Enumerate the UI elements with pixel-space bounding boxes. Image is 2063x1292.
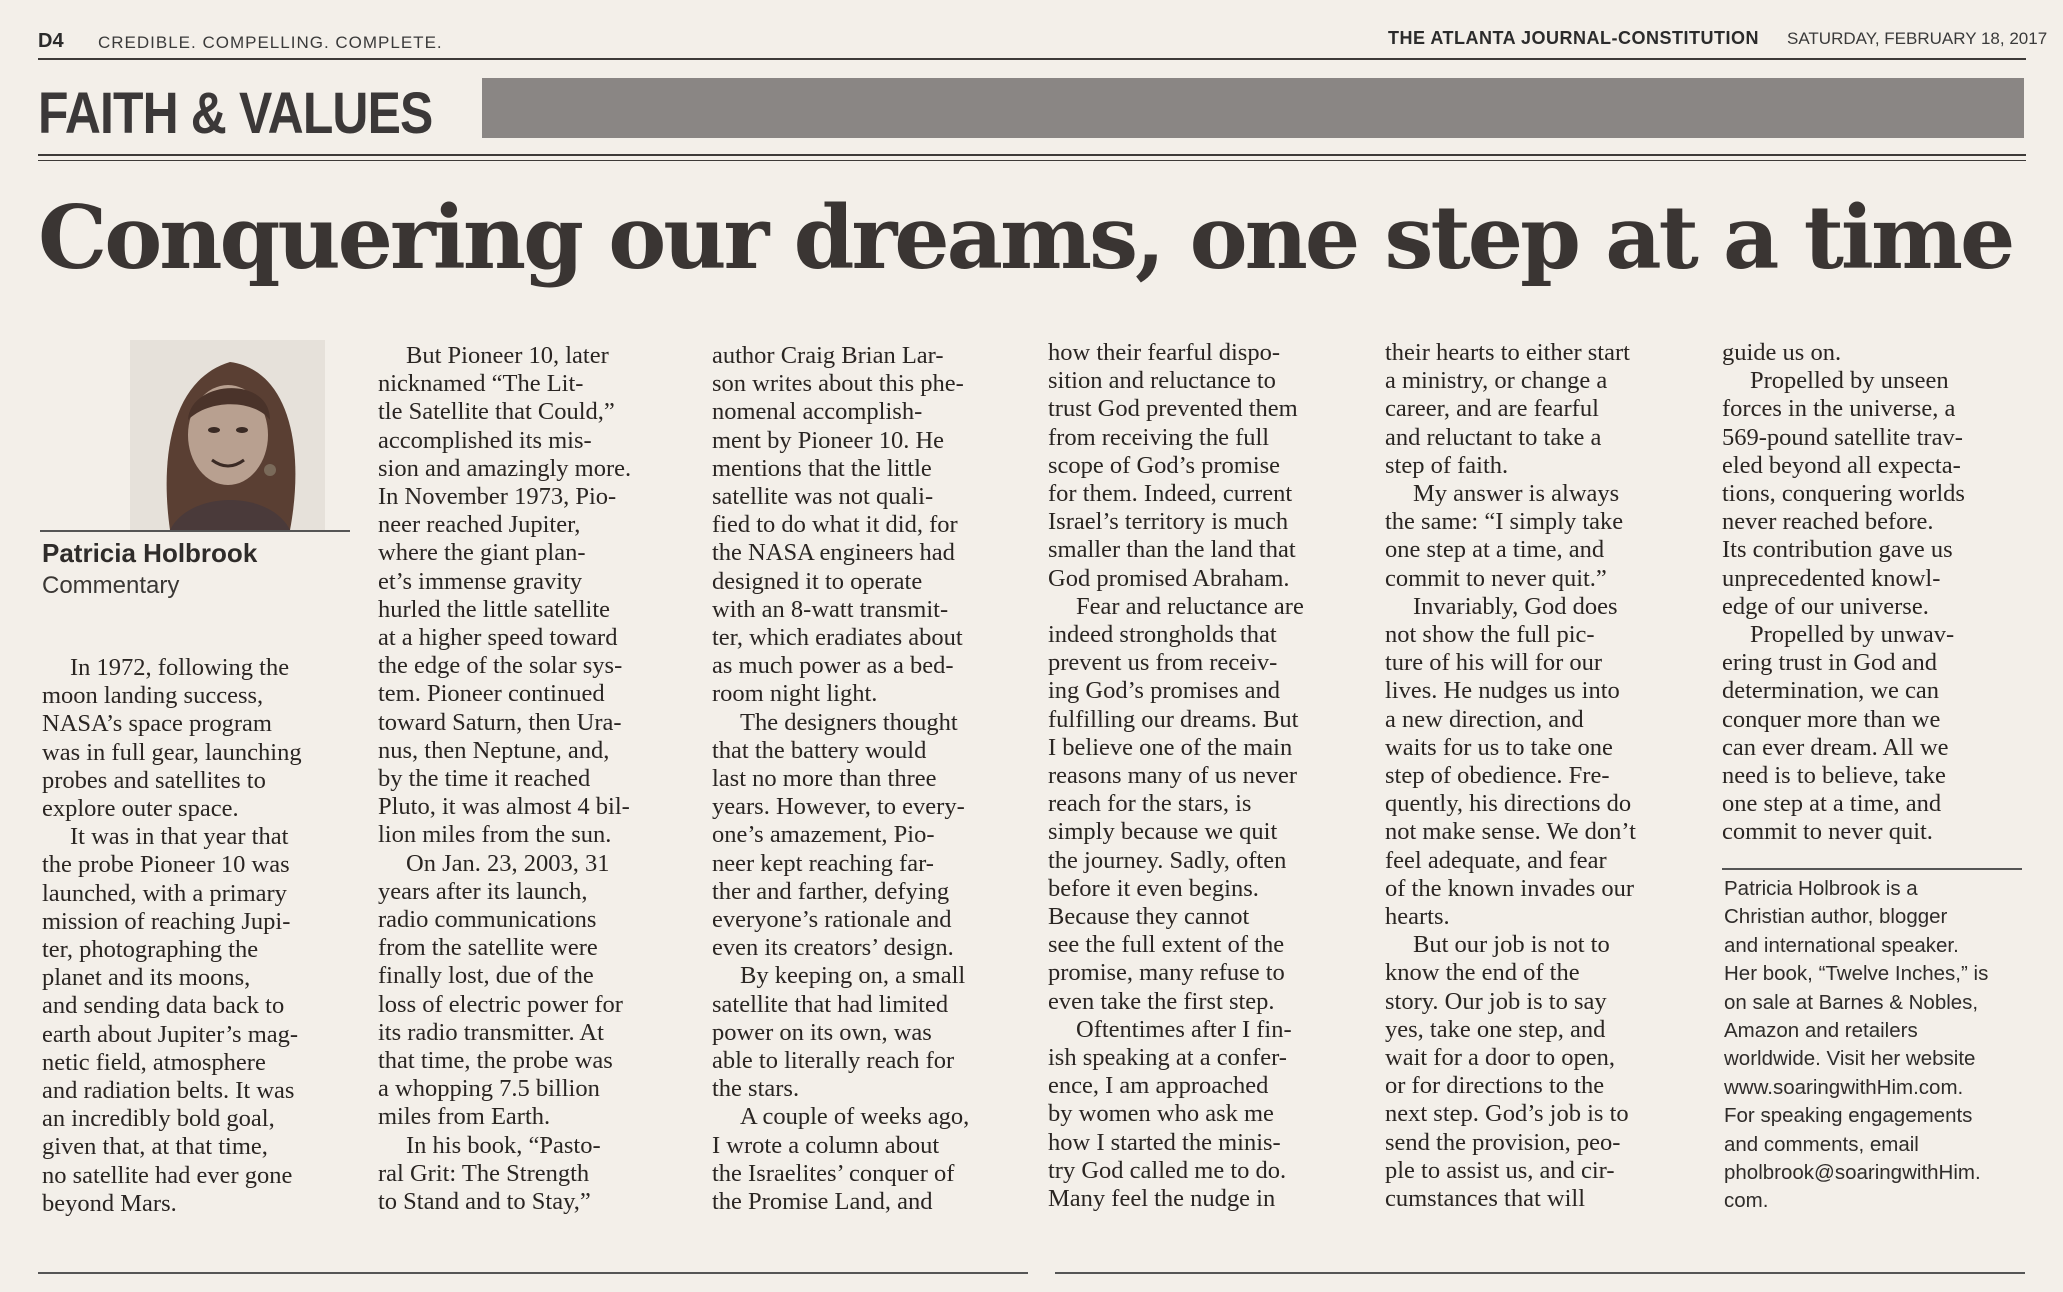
author-rule bbox=[40, 530, 350, 532]
article-column-4 bbox=[1048, 339, 1360, 1213]
footer-rule-right bbox=[1055, 1272, 2025, 1274]
article-column-3 bbox=[712, 342, 1024, 1216]
paragraph: their hearts to either start a ministry, or change a career, and are fearful and reluctant to take a step of faith. bbox=[1385, 339, 1630, 479]
paragraph: guide us on. bbox=[1722, 339, 1842, 366]
author-bio: Patricia Holbrook is a Christian author, blogger and international speaker. Her book, “Twelve Inches,” is on sale at Barnes & Nobles, Amazon and retailers worldwide. Visit her website www.soaringwithHim.com. For speaking engagements and comments, email pholbrook@soaringwithHim. com. bbox=[1724, 877, 1989, 1213]
paper-name: THE ATLANTA JOURNAL-CONSTITUTION bbox=[1388, 28, 1759, 48]
paragraph: In 1972, following the moon landing success, NASA’s space program was in full gear, launching probes and satellites to explore outer space. bbox=[42, 654, 302, 823]
paragraph: Oftentimes after I fin- ish speaking at a confer- ence, I am approached by women who ask me how I started the minis- try God called me to do. Many feel the nudge in bbox=[1048, 1015, 1292, 1213]
headline: Conquering our dreams, one step at a time bbox=[38, 186, 2013, 289]
paragraph: My answer is always the same: “I simply take one step at a time, and commit to never quit.” bbox=[1385, 480, 1624, 592]
article-column-5 bbox=[1385, 339, 1697, 1213]
section-rule-top bbox=[38, 154, 2026, 156]
article-column-1 bbox=[42, 654, 354, 1218]
bio-rule bbox=[1722, 868, 2022, 870]
paragraph: On Jan. 23, 2003, 31 years after its launch, radio communications from the satellite were finally lost, due of the loss of electric power for its radio transmitter. At that time, the probe was a whopping 7.5 billion miles from Earth. bbox=[378, 849, 623, 1131]
paragraph: A couple of weeks ago, I wrote a column about the Israelites’ conquer of the Promise Land, and bbox=[712, 1103, 970, 1216]
article-column-6 bbox=[1722, 339, 2034, 847]
issue-date: SATURDAY, FEBRUARY 18, 2017 bbox=[1787, 29, 2048, 48]
paragraph: By keeping on, a small satellite that had limited power on its own, was able to literally reach for the stars. bbox=[712, 962, 966, 1103]
section-title: FAITH & VALUES bbox=[38, 81, 433, 146]
paragraph: Propelled by unseen forces in the universe, a 569-pound satellite trav- eled beyond all expecta- tions, conquering worlds never reached before. Its contribution gave us unprecedented knowl- edge of our universe. bbox=[1722, 367, 1965, 620]
author-role: Commentary bbox=[42, 572, 180, 599]
article-column-2 bbox=[378, 342, 690, 1216]
paragraph: It was in that year that the probe Pioneer 10 was launched, with a primary mission of reaching Jupi- ter, photographing the planet and its moons, and sending data back to earth about Jupiter’s mag- netic field, atmosphere and radiation belts. It was an incredibly bold goal, given that, at that time, no satellite had ever gone beyond Mars. bbox=[42, 823, 299, 1217]
author-photo bbox=[130, 340, 325, 530]
section-rule-bottom bbox=[38, 160, 2026, 161]
paragraph: In his book, “Pasto- ral Grit: The Strength to Stand and to Stay,” bbox=[378, 1131, 601, 1216]
paragraph: Invariably, God does not show the full pic- ture of his will for our lives. He nudges us into a new direction, and waits for us to take one step of obedience. Fre- quently, his directions do not make sense. We don’t feel adequate, and fear of the known invades our hearts. bbox=[1385, 592, 1636, 931]
paper-tagline: CREDIBLE. COMPELLING. COMPLETE. bbox=[98, 33, 443, 52]
paragraph: But our job is not to know the end of the story. Our job is to say yes, take one step, and wait for a door to open, or for directions to the next step. God’s job is to send the provision, peo- ple to assist us, and cir- cumstances that will bbox=[1385, 931, 1629, 1213]
author-portrait-image bbox=[130, 340, 325, 530]
page-number: D4 bbox=[38, 30, 64, 52]
author-name: Patricia Holbrook bbox=[42, 538, 258, 568]
paragraph: The designers thought that the battery would last no more than three years. However, to every- one’s amazement, Pio- neer kept reaching far- ther and farther, defying everyone’s rationale and even its creators’ design. bbox=[712, 708, 965, 962]
paragraph: Fear and reluctance are indeed strongholds that prevent us from receiv- ing God’s promises and fulfilling our dreams. But I believe one of the main reasons many of us never reach for the stars, is simply because we quit the journey. Sadly, often before it even begins. Because they cannot see the full extent of the promise, many refuse to even take the first step. bbox=[1048, 592, 1304, 1015]
paragraph: author Craig Brian Lar- son writes about this phe- nomenal accomplish- ment by Pioneer 10. He mentions that the little satellite was not quali- fied to do what it did, for the NASA engineers had designed it to operate with an 8-watt transmit- ter, which eradiates about as much power as a bed- room night light. bbox=[712, 342, 964, 708]
paragraph: But Pioneer 10, later nicknamed “The Lit- tle Satellite that Could,” accomplished its mis- sion and amazingly more. In November 1973, Pio- neer reached Jupiter, where the giant plan- et’s immense gravity hurled the little satellite at a higher speed toward the edge of the solar sys- tem. Pioneer continued toward Saturn, then Ura- nus, then Neptune, and, by the time it reached Pluto, it was almost 4 bil- lion miles from the sun. bbox=[378, 342, 632, 849]
paragraph: how their fearful dispo- sition and reluctance to trust God prevented them from receiving the full scope of God’s promise for them. Indeed, current Israel’s territory is much smaller than the land that God promised Abraham. bbox=[1048, 339, 1298, 592]
footer-rule-left bbox=[38, 1272, 1028, 1274]
section-bar bbox=[482, 78, 2024, 138]
paragraph: Propelled by unwav- ering trust in God and determination, we can conquer more than we can ever dream. All we need is to believe, take one step at a time, and commit to never quit. bbox=[1722, 621, 1955, 846]
header-rule bbox=[38, 58, 2026, 60]
